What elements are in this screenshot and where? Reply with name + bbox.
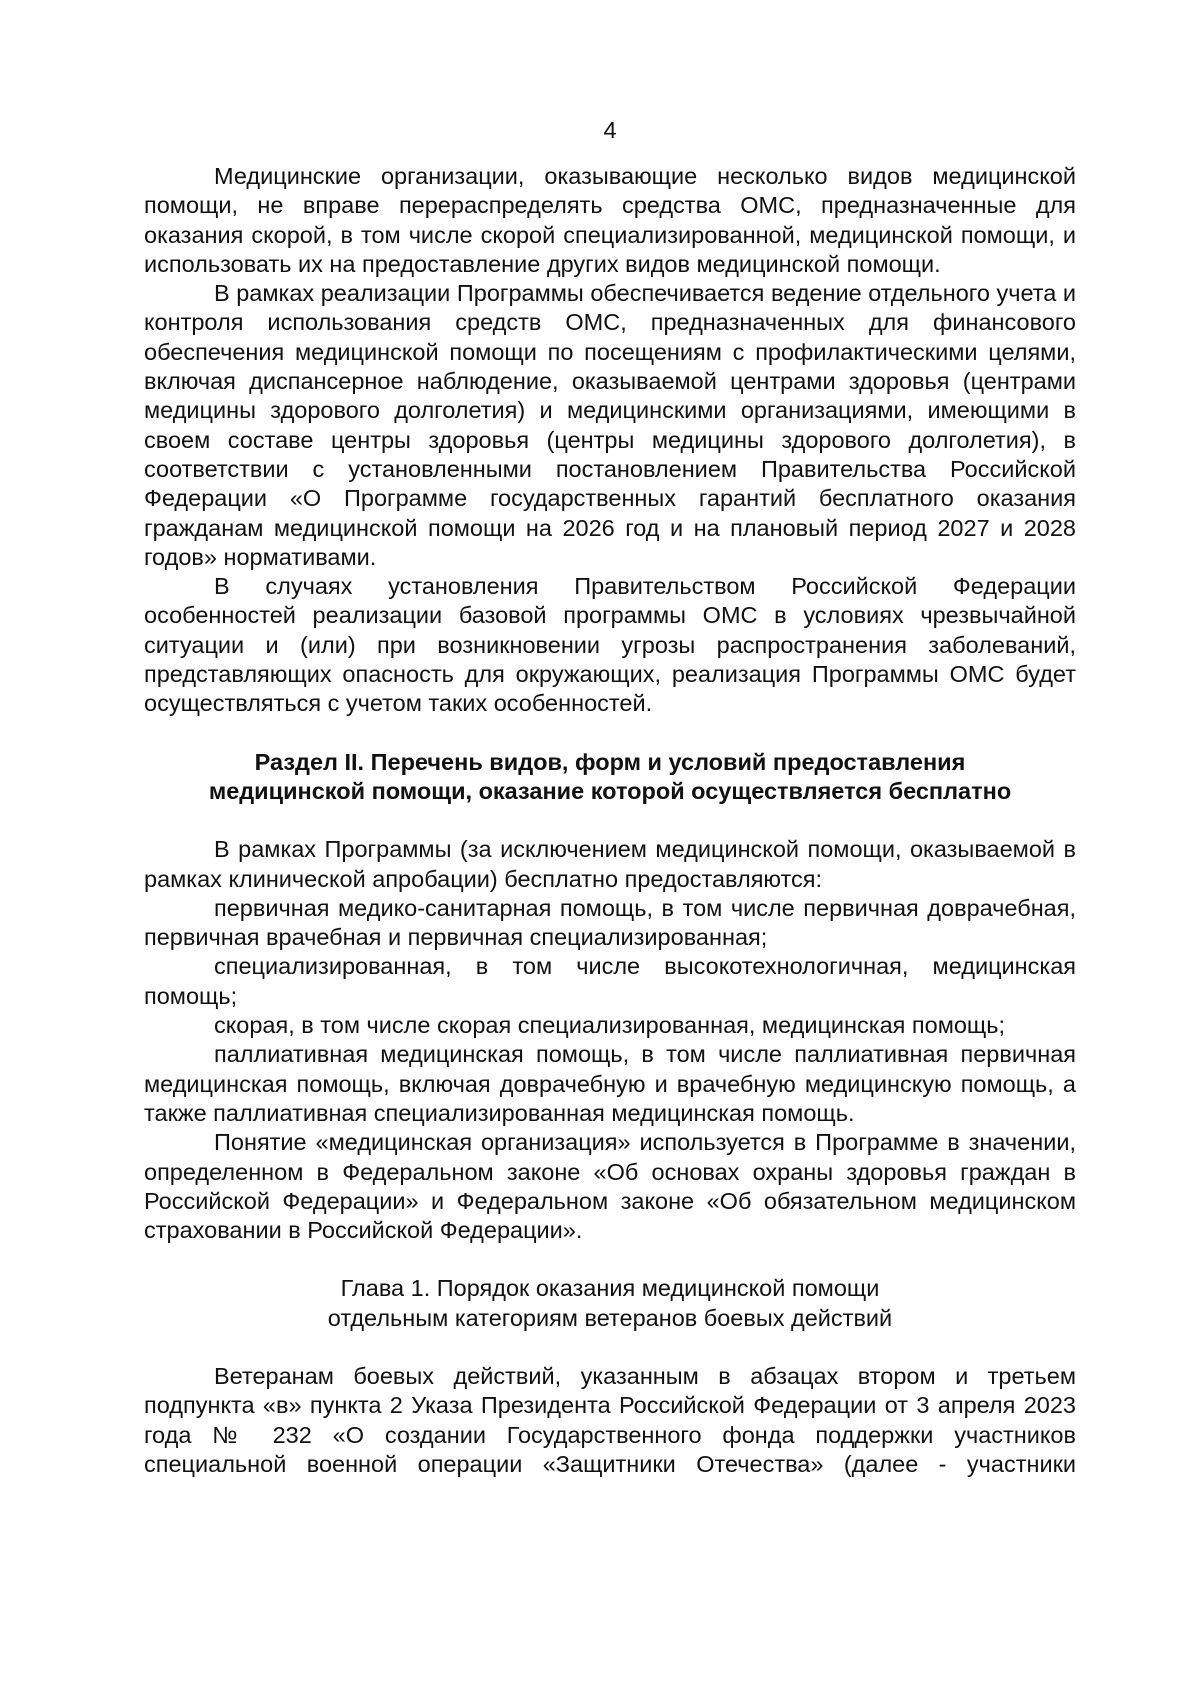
paragraph-emergency-features: В случаях установления Правительством Российской Федерации особенностей реализации базовой программы ОМС в условиях чрезвычайной ситуации и (или) при возникновении угрозы распространения заболеваний, представляющих опасность для окружающих, реализация Программы ОМС будет осуществляться с учетом таких особенностей. (144, 573, 1076, 717)
chapter-title (144, 1274, 1076, 1333)
section-title-line-2: медицинской помощи, оказание которой осуществляется бесплатно (208, 777, 1012, 804)
list-item-specialized-care: специализированная, в том числе высокотехнологичная, медицинская помощь; (144, 953, 1076, 1009)
page-number: 4 (603, 117, 617, 143)
paragraph-oms-funds: Медицинские организации, оказывающие несколько видов медицинской помощи, не вправе перераспределять средства ОМС, предназначенные для оказания скорой, в том числе скорой специализированной, медицинской помощи, и использовать их на предоставление других видов медицинской помощи. (144, 163, 1076, 277)
paragraph-separate-accounting: В рамках реализации Программы обеспечивается ведение отдельного учета и контроля использования средств ОМС, предназначенных для финансового обеспечения медицинской помощи по посещениям с профилактическими целями, включая диспансерное наблюдение, оказываемой центрами здоровья (центрами медицины здорового долголетия) и медицинскими организациями, имеющими в своем составе центры здоровья (центры медицины здорового долголетия), в соответствии с установленными постановлением Правительства Российской Федерации «О Программе государственных гарантий бесплатного оказания гражданам медицинской помощи на 2026 год и на плановый период 2027 и 2028 годов» нормативами. (144, 280, 1076, 570)
paragraph-medical-organization-definition: Понятие «медицинская организация» используется в Программе в значении, определенном в Федеральном законе «Об основах охраны здоровья граждан в Российской Федерации» и Федеральном законе «Об обязательном медицинском страховании в Российской Федерации». (144, 1129, 1076, 1244)
section-title (144, 748, 1076, 807)
paragraph-veterans: Ветеранам боевых действий, указанным в абзацах втором и третьем подпункта «в» пункта 2 Указа Президента Российской Федерации от 3 апреля 2023 года № 232 «О создании Государственного фонда поддержки участников специальной военной операции «Защитники Отечества» (далее - участники (144, 1362, 1076, 1477)
list-item-palliative-care: паллиативная медицинская помощь, в том числе паллиативная первичная медицинская помощь, включая доврачебную и врачебную медицинскую помощь, а также паллиативная специализированная медицинская помощь. (144, 1041, 1076, 1126)
chapter-body (144, 1362, 1076, 1479)
list-item-emergency-care: скорая, в том числе скорая специализированная, медицинская помощь; (214, 1012, 1006, 1039)
chapter-title-line-1: Глава 1. Порядок оказания медицинской помощи (340, 1275, 880, 1302)
section-body (144, 835, 1076, 1245)
list-item-primary-care: первичная медико-санитарная помощь, в том числе первичная доврачебная, первичная врачебная и первичная специализированная; (144, 894, 1076, 951)
paragraph-free-care-intro: В рамках Программы (за исключением медицинской помощи, оказываемой в рамках клинической апробации) бесплатно предоставляются: (144, 836, 1076, 892)
section-title-line-1: Раздел II. Перечень видов, форм и условий предоставления (254, 748, 966, 775)
chapter-title-line-2: отдельным категориям ветеранов боевых действий (327, 1304, 893, 1331)
